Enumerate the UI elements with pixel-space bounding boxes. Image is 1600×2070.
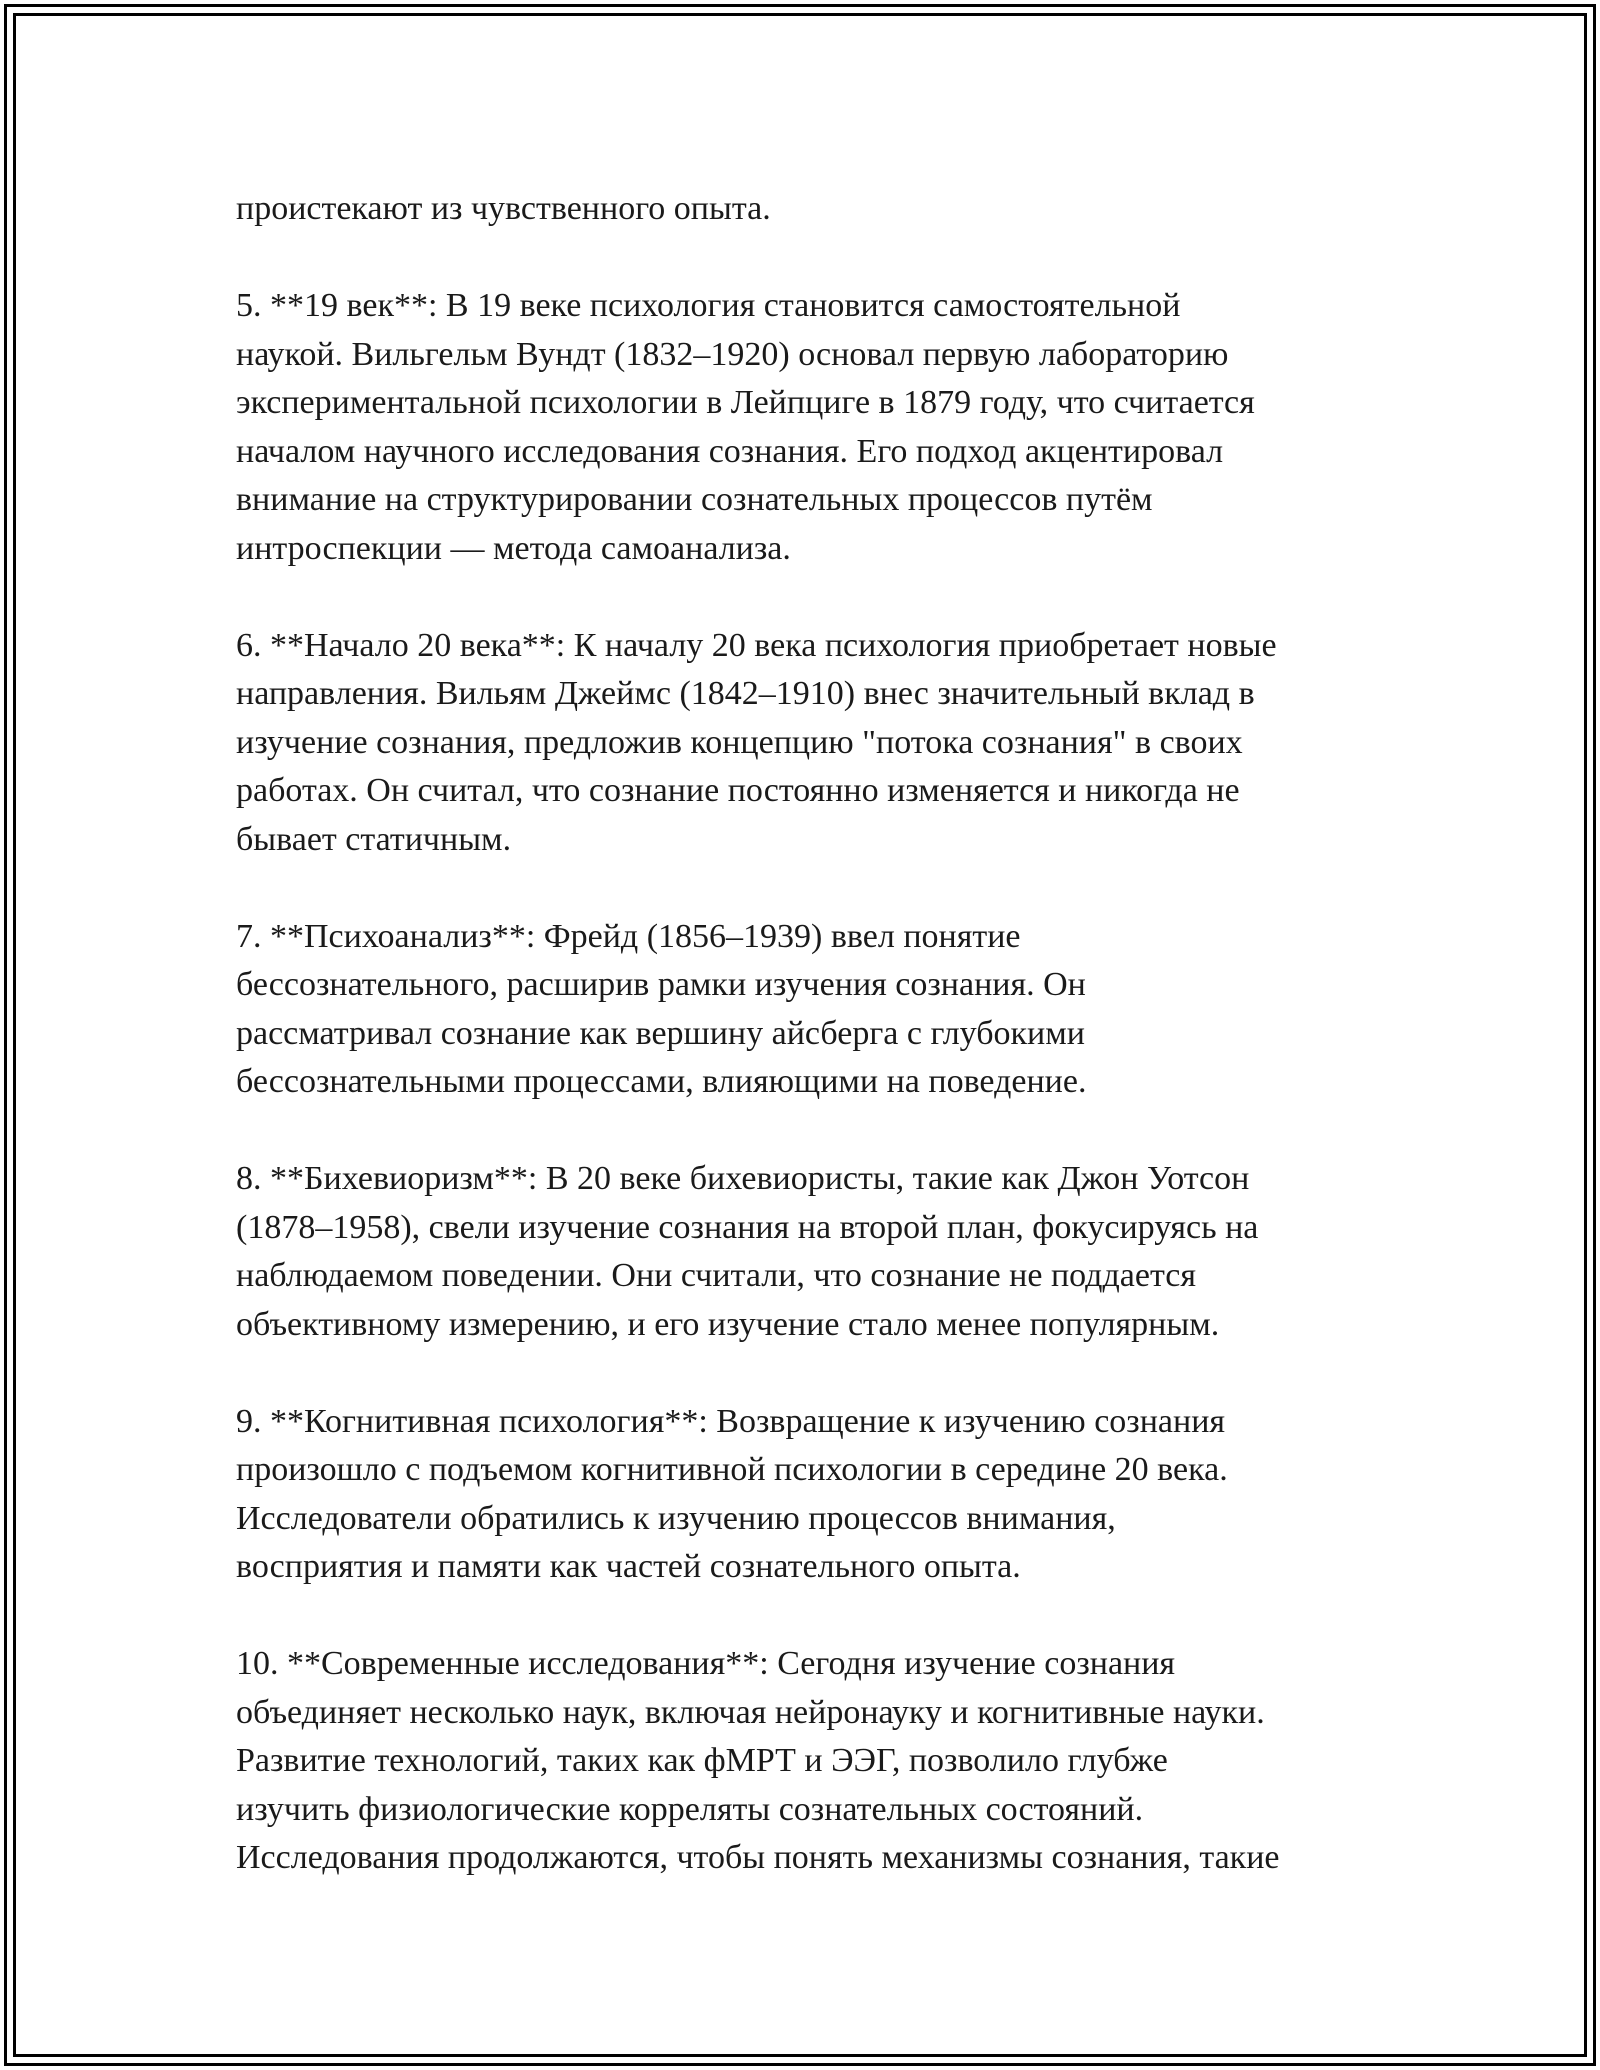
text-line: объединяет несколько наук, включая нейронауку и когнитивные науки. <box>236 1693 1265 1731</box>
text-line: 9. **Когнитивная психология**: Возвращение к изучению сознания <box>236 1402 1226 1440</box>
text-line: началом научного исследования сознания. Его подход акцентировал <box>236 432 1224 470</box>
text-line: внимание на структурировании сознательных процессов путём <box>236 481 1153 518</box>
text-line: работах. Он считал, что сознание постоянно изменяется и никогда не <box>236 772 1240 809</box>
text-line: изучение сознания, предложив концепцию "потока сознания" в своих <box>236 723 1243 761</box>
paragraph-psychoanalysis <box>236 913 1386 1107</box>
text-line: (1878–1958), свели изучение сознания на второй план, фокусируясь на <box>236 1208 1259 1246</box>
text-line: бессознательными процессами, влияющими на поведение. <box>236 1063 1087 1100</box>
text-line: изучить физиологические корреляты сознательных состояний. <box>236 1790 1144 1828</box>
text-line: Исследования продолжаются, чтобы понять механизмы сознания, такие <box>236 1839 1280 1876</box>
text-line: Исследователи обратились к изучению процессов внимания, <box>236 1499 1116 1537</box>
text-line: бывает статичным. <box>236 820 512 858</box>
text-line: 5. **19 век**: В 19 веке психология становится самостоятельной <box>236 287 1181 324</box>
paragraph-cognitive-psychology <box>236 1398 1386 1592</box>
text-line: 10. **Современные исследования**: Сегодня изучение сознания <box>236 1645 1176 1682</box>
text-line: 8. **Бихевиоризм**: В 20 веке бихевиористы, такие как Джон Уотсон <box>236 1160 1250 1197</box>
text-line: направления. Вильям Джеймс (1842–1910) внес значительный вклад в <box>236 675 1255 712</box>
text-line: рассматривал сознание как вершину айсберга с глубокими <box>236 1014 1085 1052</box>
text-line: проистекают из чувственного опыта. <box>236 190 771 227</box>
document-body <box>236 185 1386 1883</box>
paragraph-19th-century <box>236 282 1386 573</box>
paragraph-behaviorism <box>236 1155 1386 1349</box>
text-line: произошло с подъемом когнитивной психологии в середине 20 века. <box>236 1451 1228 1488</box>
paragraph-continuation <box>236 185 1386 234</box>
paragraph-modern-research <box>236 1640 1386 1883</box>
paragraph-early-20th-century <box>236 622 1386 865</box>
text-line: 6. **Начало 20 века**: К началу 20 века психология приобретает новые <box>236 626 1277 664</box>
text-line: восприятия и памяти как частей сознательного опыта. <box>236 1548 1021 1585</box>
text-line: объективному измерению, и его изучение стало менее популярным. <box>236 1305 1220 1343</box>
text-line: наукой. Вильгельм Вундт (1832–1920) основал первую лабораторию <box>236 335 1229 373</box>
text-line: бессознательного, расширив рамки изучения сознания. Он <box>236 966 1086 1003</box>
text-line: интроспекции — метода самоанализа. <box>236 529 791 567</box>
text-line: 7. **Психоанализ**: Фрейд (1856–1939) ввел понятие <box>236 917 1021 955</box>
text-line: наблюдаемом поведении. Они считали, что сознание не поддается <box>236 1257 1196 1294</box>
text-line: экспериментальной психологии в Лейпциге в 1879 году, что считается <box>236 384 1255 421</box>
text-line: Развитие технологий, таких как фМРТ и ЭЭГ, позволило глубже <box>236 1742 1168 1779</box>
